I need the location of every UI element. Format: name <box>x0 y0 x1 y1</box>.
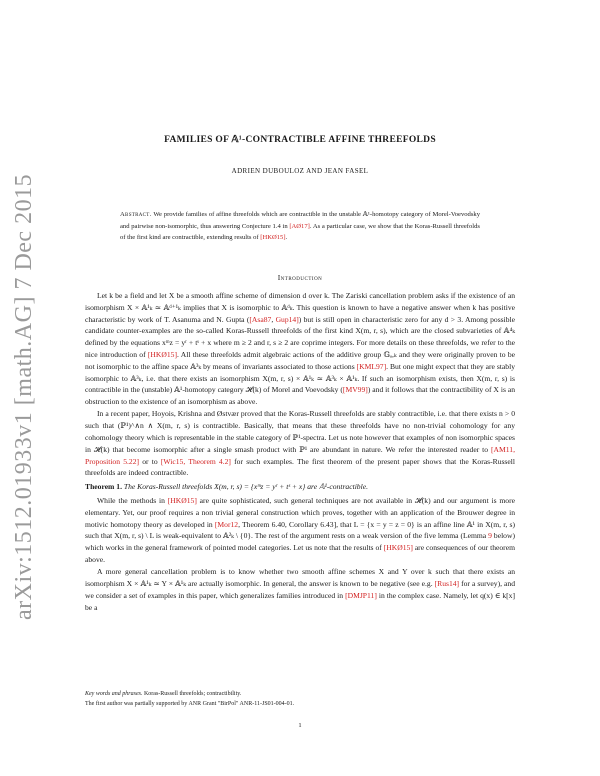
paragraph <box>85 408 515 479</box>
citation-link[interactable]: [AØ17] <box>289 222 310 230</box>
paragraph-text: Let k be a field and let X be a smooth affine scheme of dimension d over k. The Zariski cancellation problem asks if the existence of an isomorphism X × 𝔸¹ₖ ≃ 𝔸ᵈ⁺¹ₖ implies that X is isomorphic to 𝔸ᵈₖ. This question is known to have a negative answer when k has positive characteristic by work of T. Asanuma and N. Gupta ( <box>85 291 515 324</box>
citation-link[interactable]: [HKØ15] <box>383 543 413 553</box>
paragraph-text: . But one might expect that they are stably isomorphic to 𝔸³ₖ, i.e. that there exists an isomorphism X(m, r, s) × 𝔸¹ₖ ≃ 𝔸³ₖ × 𝔸¹ₖ. If such an isomorphism exists, then X(m, r, s) is contractible in the (unstable) 𝔸¹-homotopy category 𝓗(k) of Morel and Voevodsky ( <box>85 361 515 395</box>
citation-link[interactable]: [AM11, Proposition 5.22] <box>85 444 515 466</box>
paragraph-text: . All these threefolds admit algebraic actions of the additive group 𝔾ₐ,ₖ and they were originally proven to be not isomorphic to the affine space 𝔸³ₖ by means of invariants associated to those actions <box>85 349 515 371</box>
abstract-text: . <box>285 234 288 242</box>
paragraph-text: or to <box>139 456 161 466</box>
theorem-1 <box>85 481 515 493</box>
citation-link[interactable]: [HKØ15] <box>260 234 286 242</box>
lemma-link[interactable]: 9 <box>488 531 492 541</box>
page-number: 1 <box>298 722 302 729</box>
keywords-footnote <box>85 690 515 700</box>
abstract-text: We provide families of affine threefolds which are contractible in the unstable 𝔸¹-homotopy category of Morel-Voevodsky and pairwise non-isomorphic, thus answering Conjecture 1.4 in <box>120 211 480 230</box>
paragraph <box>85 290 515 408</box>
theorem-statement: The Koras-Russell threefolds X(m, r, s) = {xᵐz = yʳ + tˢ + x} are 𝔸¹-contractible. <box>121 482 368 492</box>
paper-title: FAMILIES OF 𝔸¹-CONTRACTIBLE AFFINE THREEFOLDS <box>164 135 436 145</box>
keywords-label: Key words and phrases. <box>85 691 143 697</box>
abstract-label: Abstract. <box>120 211 152 218</box>
citation-link[interactable]: [Mor12 <box>214 519 239 529</box>
paragraph-text: are quite sophisticated, such general techniques are not available in 𝓗(k) and our argument is more elementary. Yet, our proof requires a non trivial general construction which proves, together with an application of the Brouwer degree in motivic homotopy theory as developed in <box>85 496 515 529</box>
paragraph <box>85 495 515 566</box>
abstract-text: . As a particular case, we show that the Koras-Russell threefolds of the first kind are contractible, extending results of <box>120 222 480 242</box>
arxiv-identifier-stamp: arXiv:1512.01933v1 [math.AG] 7 Dec 2015 <box>11 173 37 620</box>
paragraph-text: A more general cancellation problem is to know whether two smooth affine schemes X and Y over k such that there exists an isomorphism X × 𝔸¹ₖ ≃ Y × 𝔸¹ₖ are actually isomorphic. In general, the answer is known to be negative (see e.g. <box>85 567 515 589</box>
citation-link[interactable]: [HKØ15] <box>167 496 197 506</box>
paragraph-text: In a recent paper, Hoyois, Krishna and Østvær proved that the Koras-Russell threefolds are stably contractible, i.e. that there exists n > 0 such that (ℙ¹)^∧n ∧ X(m, r, s) is contractible. Basically, that means that these threefolds have no non-trivial cohomology for any cohomology theory which is representable in the stable category of ℙ¹-spectra. Let us note however that examples of non isomorphic spaces in 𝓗(k) that become isomorphic after a single smash product with ℙ¹ are abundant in nature. We refer the interested reader to <box>85 409 515 454</box>
paragraph-text: in the complex case. Namely, let q(x) ∈ k[x] be a <box>85 590 515 612</box>
citation-link[interactable]: [HKØ15] <box>147 349 177 359</box>
abstract <box>120 209 480 244</box>
paragraph-text: While the methods in <box>97 496 168 506</box>
paragraph-text: ) and it follows that the contractibility of X is an obstruction to the existence of an isomorphism as above. <box>85 385 516 407</box>
paragraph-text: , Theorem 6.40, Corollary 6.43], that L = {x = y = z = 0} is an affine line 𝔸¹ in X(m, r, s) such that X(m, r, s) \ L is weak-equivalent to 𝔸²ₖ \ {0}. The rest of the argument rests on a weak version of the five lemma (Lemma <box>85 519 515 541</box>
paragraph <box>85 566 515 613</box>
citation-link[interactable]: Gup14] <box>275 314 299 324</box>
paragraph-text: ) but is still open in characteristic zero for any d > 3. Among possible candidate counter-examples are the so-called Koras-Russell threefolds of the first kind X(m, r, s), which are the closed subvarieties of 𝔸⁴ₖ defined by the equations xᵐz = yʳ + tˢ + x where m ≥ 2 and r, s ≥ 2 are coprime integers. For more details on these threefolds, we refer to the nice introduction of <box>85 314 515 359</box>
paper-authors: ADRIEN DUBOULOZ AND JEAN FASEL <box>231 167 369 175</box>
citation-link[interactable]: [DMJP11] <box>345 590 377 600</box>
introduction-body <box>85 290 515 614</box>
section-heading-introduction: Introduction <box>277 273 323 282</box>
keywords-text: Koras-Russell threefolds; contractibility. <box>142 691 242 697</box>
citation-link[interactable]: [MV99] <box>342 385 368 395</box>
paragraph-text: , <box>271 314 276 324</box>
funding-footnote: The first author was partially supported by ANR Grant "BirPol" ANR-11-JS01-004-01. <box>85 700 295 707</box>
paragraph-text: below) which works in the general framework of pointed model categories. Let us note that the results of <box>85 531 515 553</box>
citation-link[interactable]: [KML97] <box>356 361 387 371</box>
citation-link[interactable]: [Asa87 <box>249 314 272 324</box>
citation-link[interactable]: [Rus14] <box>434 579 460 589</box>
paragraph-text: for such examples. The first theorem of the present paper shows that the Koras-Russell threefolds are indeed contractible. <box>85 456 515 478</box>
footnotes <box>85 690 515 709</box>
theorem-label: Theorem 1. <box>85 482 122 492</box>
paragraph-text: for a survey), and we consider a set of examples in this paper, which generalizes families introduced in <box>85 579 515 600</box>
citation-link[interactable]: [Wic15, Theorem 4.2] <box>160 456 231 466</box>
paragraph-text: are consequences of our theorem above. <box>85 543 515 565</box>
